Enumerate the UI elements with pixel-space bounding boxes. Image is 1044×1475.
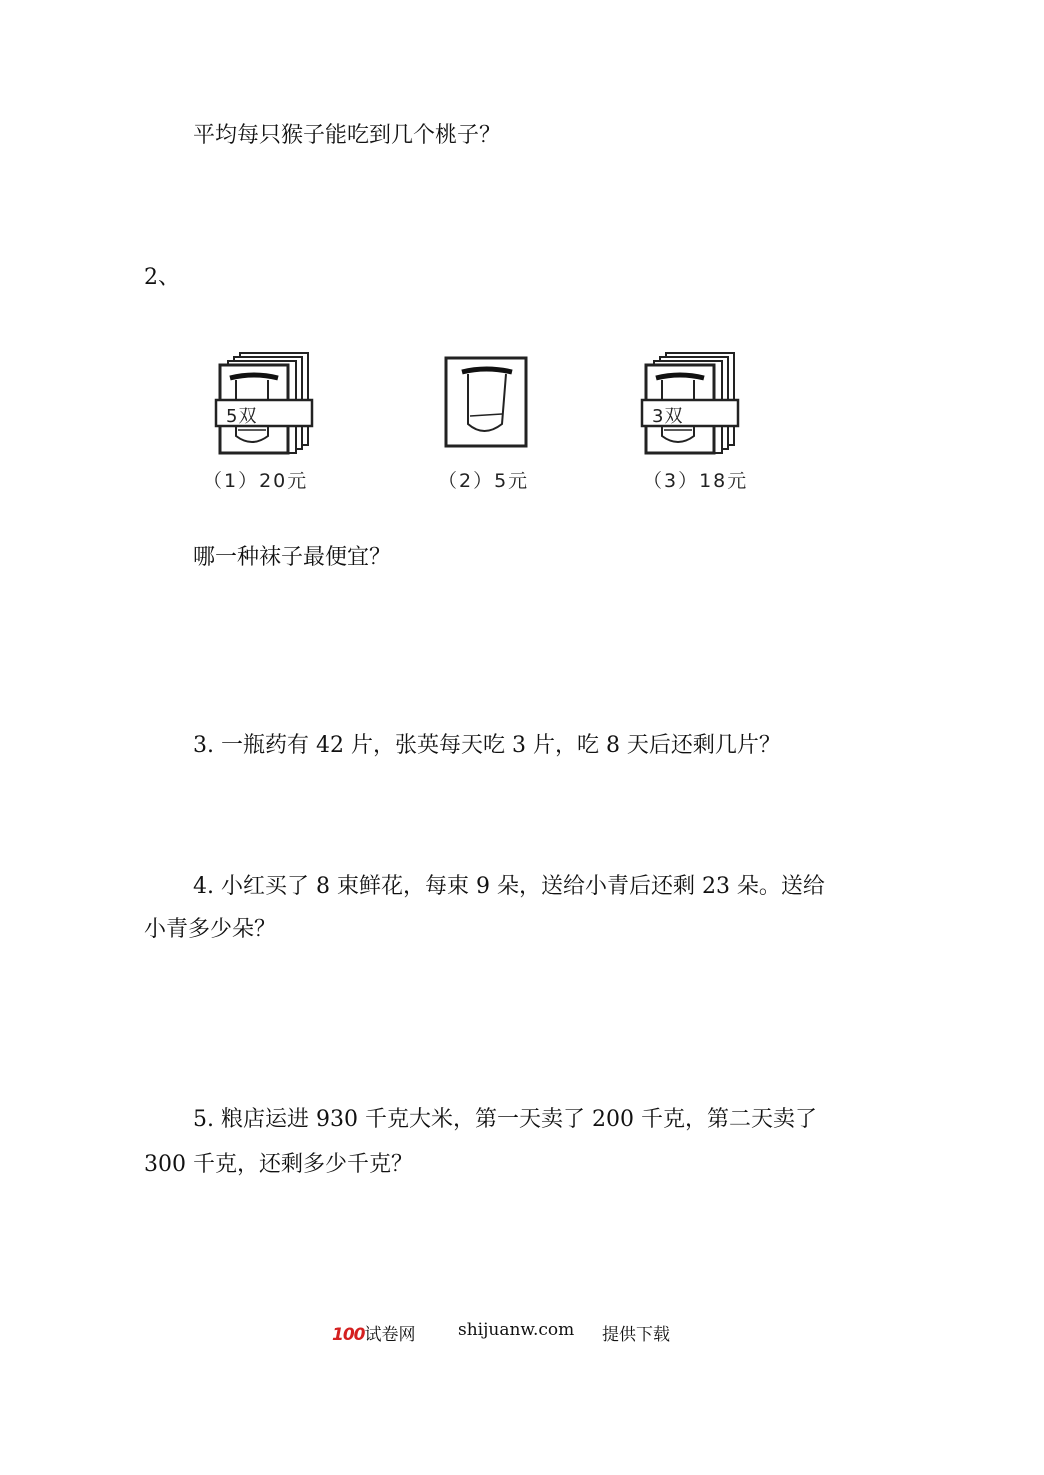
caption-item-3: （3）18元 [643,470,749,492]
q2-number: 2、 [144,265,180,290]
sock-pack-3-band-label: 3双 [652,406,684,427]
logo-100-mark: 100 [332,1325,365,1345]
caption-item-1: （1）20元 [203,470,309,492]
footer-logo[interactable] [332,1320,416,1345]
q5-line-1: 5. 粮店运进 930 千克大米，第一天卖了 200 千克，第二天卖了 [193,1107,817,1132]
sock-pack-3-image [638,350,748,455]
q1-text: 平均每只猴子能吃到几个桃子？ [193,123,502,148]
single-sock-image [444,356,528,448]
q4-line-2: 小青多少朵？ [144,917,277,942]
logo-text: 试卷网 [364,1325,416,1345]
footer-site-link[interactable]: shijuanw.com [458,1320,575,1340]
q4-line-1: 4. 小红买了 8 束鲜花，每束 9 朵，送给小青后还剩 23 朵。送给 [193,874,825,899]
sock-pack-1-band-label: 5双 [226,406,258,427]
sock-pack-1-image [212,350,322,455]
q2-question: 哪一种袜子最便宜？ [193,545,392,570]
q5-line-2: 300 千克，还剩多少千克？ [144,1152,413,1177]
q3-text: 3. 一瓶药有 42 片，张英每天吃 3 片，吃 8 天后还剩几片？ [193,733,781,758]
footer-note: 提供下载 [602,1325,670,1345]
caption-item-2: （2）5元 [438,470,530,492]
